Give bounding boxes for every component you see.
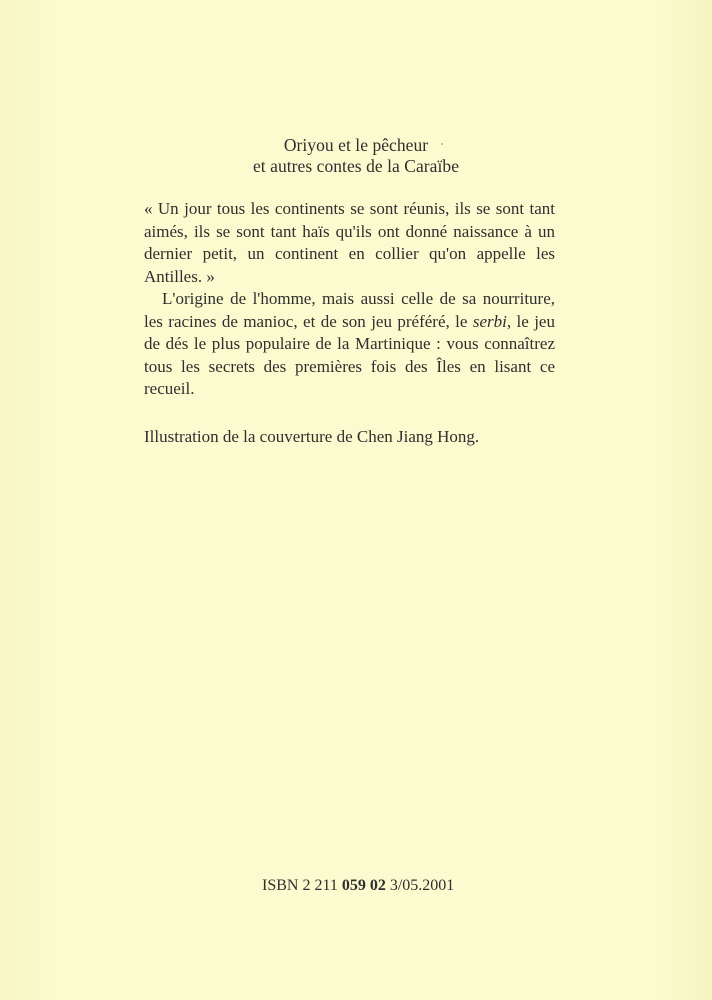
isbn-line — [262, 876, 562, 896]
description-text-start: L'origine de l'homme, mais aussi celle de sa nourriture, les racines de manioc, et de son jeu préféré, le — [144, 289, 555, 331]
description-text-end: , le jeu de dés le plus populaire de la Martinique : vous connaîtrez tous les secrets des premières fois des Îles en lisant ce recueil. — [144, 311, 555, 398]
paper-speck — [441, 143, 443, 145]
isbn-bold-number: 059 02 — [341, 877, 386, 894]
title-block — [0, 135, 712, 177]
isbn-suffix: 3/05.2001 — [385, 877, 455, 894]
illustration-credit: Illustration de la couverture de Chen Jiang Hong. — [144, 426, 480, 446]
book-subtitle: et autres contes de la Caraïbe — [252, 156, 460, 176]
book-title: Oriyou et le pêcheur — [283, 135, 429, 155]
blurb — [144, 198, 555, 448]
blurb-quote-paragraph: « Un jour tous les continents se sont réunis, ils se sont tant aimés, ils se sont tant haïs qu'ils ont donné naissance à un dernier petit, un continent en collier qu'on appelle les Antilles. » — [144, 199, 555, 286]
serbi-term: serbi — [472, 311, 507, 331]
isbn-prefix: ISBN 2 211 — [262, 877, 342, 894]
blurb-description-paragraph — [144, 288, 555, 401]
